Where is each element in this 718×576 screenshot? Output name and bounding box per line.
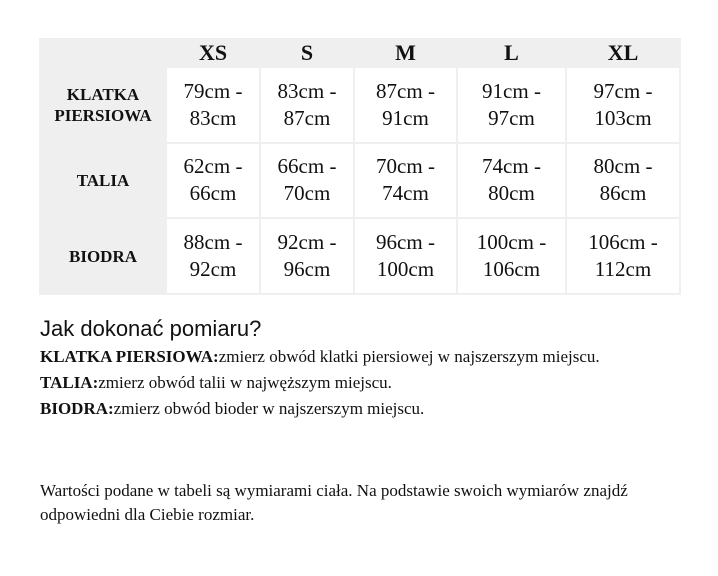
range-to: 86cm xyxy=(599,181,647,206)
size-header-xs: XS xyxy=(167,40,259,66)
size-header-m: M xyxy=(355,40,456,66)
table-cell xyxy=(458,144,565,218)
range-from: 70cm - xyxy=(376,154,435,179)
guide-item-klatka-piersiowa xyxy=(40,344,690,370)
range-from: 92cm - xyxy=(277,230,337,255)
table-cell xyxy=(167,219,259,293)
row-label-line: TALIA xyxy=(76,170,130,190)
table-cell xyxy=(458,219,565,293)
guide-text: zmierz obwód talii w najwęższym miejscu. xyxy=(98,373,392,392)
table-cell xyxy=(567,68,679,142)
range-to: 87cm xyxy=(283,105,331,130)
guide-text: zmierz obwód klatki piersiowej w najszerszym miejscu. xyxy=(218,347,600,366)
range-from: 96cm - xyxy=(376,230,435,255)
table-cell xyxy=(355,144,456,218)
range-to: 100cm xyxy=(376,257,435,282)
range-from: 100cm - xyxy=(476,230,547,255)
table-cell xyxy=(355,219,456,293)
range-to: 80cm xyxy=(488,181,535,206)
range-from: 66cm - xyxy=(277,154,337,179)
range-from: 88cm - xyxy=(183,230,243,255)
measurement-guide xyxy=(40,314,690,422)
table-row-biodra xyxy=(41,219,679,293)
size-header-s: S xyxy=(261,40,353,66)
range-to: 97cm xyxy=(488,105,535,130)
table-cell xyxy=(167,144,259,218)
table-cell xyxy=(261,219,353,293)
guide-item-biodra xyxy=(40,396,690,422)
range-to: 96cm xyxy=(283,257,331,282)
table-cell xyxy=(261,144,353,218)
range-from: 79cm - xyxy=(183,78,243,103)
table-cell xyxy=(458,68,565,142)
range-from: 83cm - xyxy=(277,78,337,103)
row-label-line: PIERSIOWA xyxy=(54,105,152,125)
range-from: 74cm - xyxy=(482,154,541,179)
row-label-line: KLATKA xyxy=(66,84,140,104)
header-corner-cell xyxy=(41,40,165,66)
table-row-talia xyxy=(41,144,679,218)
range-to: 106cm xyxy=(482,257,541,282)
row-label-klatka-piersiowa xyxy=(41,68,165,142)
guide-term: BIODRA: xyxy=(40,399,114,418)
row-label-talia xyxy=(41,144,165,218)
range-to: 91cm xyxy=(382,105,429,130)
size-header-row xyxy=(41,40,679,66)
table-cell xyxy=(567,219,679,293)
table-cell xyxy=(261,68,353,142)
range-from: 80cm - xyxy=(593,154,653,179)
guide-term: KLATKA PIERSIOWA: xyxy=(40,347,219,366)
range-to: 66cm xyxy=(189,181,237,206)
range-from: 97cm - xyxy=(593,78,653,103)
range-from: 91cm - xyxy=(482,78,541,103)
size-chart-table xyxy=(39,38,681,295)
table-cell xyxy=(567,144,679,218)
size-header-l: L xyxy=(458,40,565,66)
size-note: Wartości podane w tabeli są wymiarami ciała. Na podstawie swoich wymiarów znajdź odpowiedni dla Ciebie rozmiar. xyxy=(40,481,628,524)
guide-term: TALIA: xyxy=(40,373,99,392)
range-to: 92cm xyxy=(189,257,237,282)
guide-text: zmierz obwód bioder w najszerszym miejscu. xyxy=(113,399,425,418)
guide-item-talia xyxy=(40,370,690,396)
table-row-klatka-piersiowa xyxy=(41,68,679,142)
range-to: 74cm xyxy=(382,181,429,206)
range-from: 62cm - xyxy=(183,154,243,179)
row-label-line: BIODRA xyxy=(68,246,137,266)
range-to: 70cm xyxy=(283,181,331,206)
size-header-xl: XL xyxy=(567,40,679,66)
row-label-biodra xyxy=(41,219,165,293)
range-to: 112cm xyxy=(594,257,652,282)
guide-heading: Jak dokonać pomiaru? xyxy=(40,316,262,341)
table-cell xyxy=(167,68,259,142)
range-from: 106cm - xyxy=(588,230,658,255)
range-to: 103cm xyxy=(594,105,652,130)
table-cell xyxy=(355,68,456,142)
range-from: 87cm - xyxy=(376,78,435,103)
range-to: 83cm xyxy=(189,105,237,130)
